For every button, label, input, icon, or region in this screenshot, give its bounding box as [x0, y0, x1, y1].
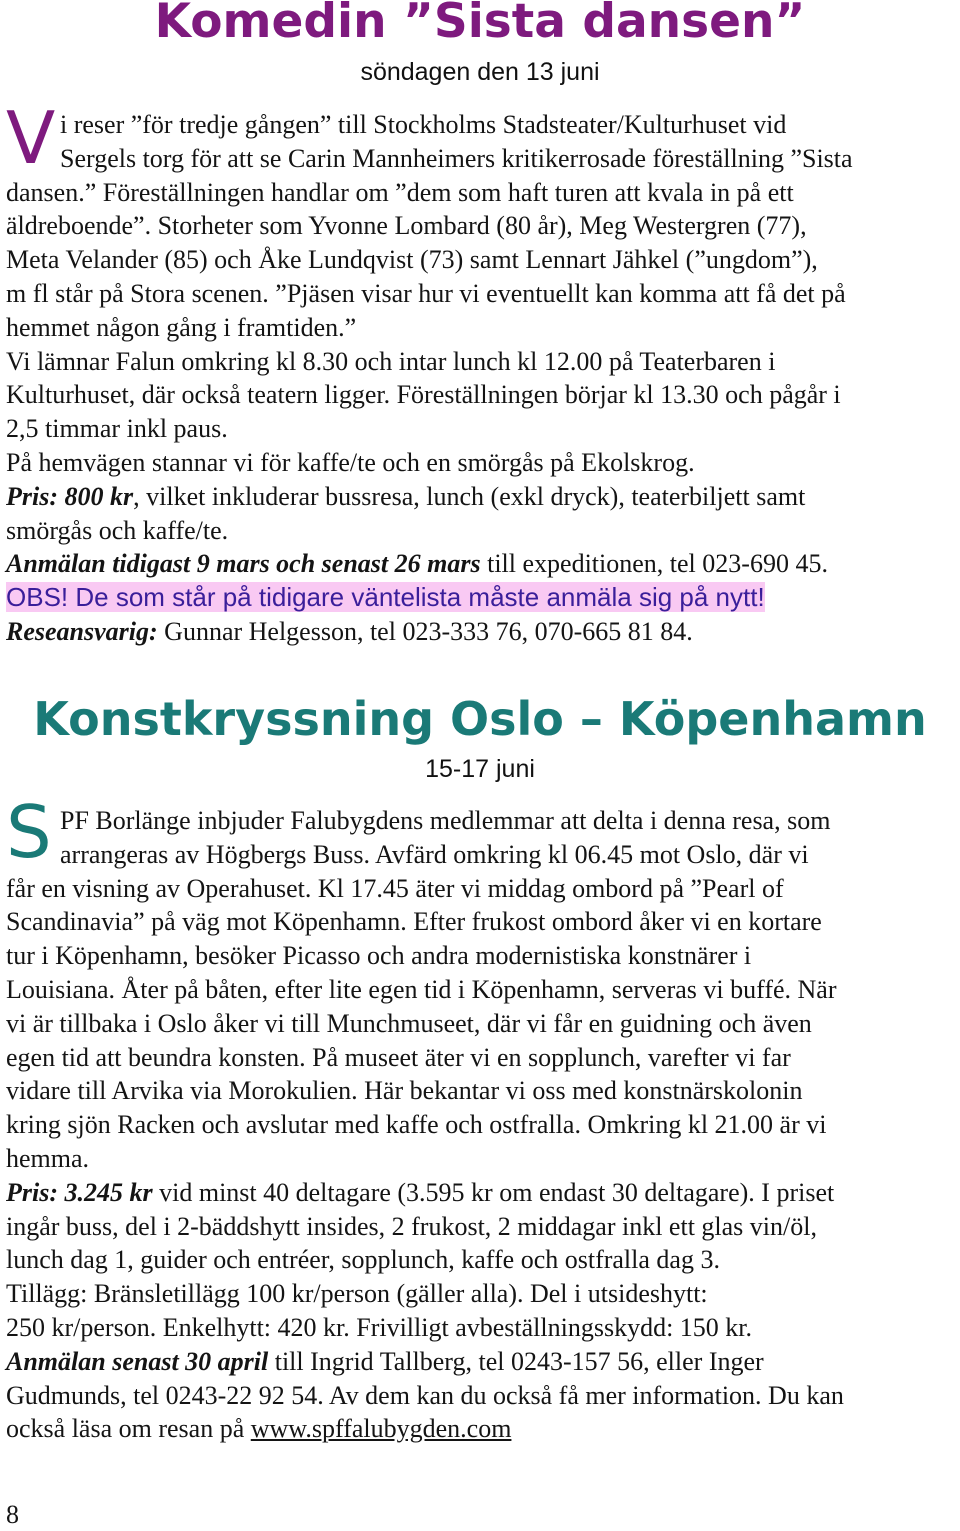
body-line: 250 kr/person. Enkelhytt: 420 kr. Frivilligt avbeställningsskydd: 150 kr.: [6, 1312, 753, 1342]
body-line: vi är tillbaka i Oslo åker vi till Munchmuseet, där vi får en guidning och även: [6, 1008, 812, 1038]
body-line: Tillägg: Bränsletillägg 100 kr/person (gäller alla). Del i utsideshytt:: [6, 1279, 708, 1309]
body-line: i reser ”för tredje gången” till Stockholms Stadsteater/Kulturhuset vid: [60, 110, 787, 139]
article-title-sista-dansen: Komedin ”Sista dansen”: [154, 0, 806, 49]
body-line: Kulturhuset, där också teatern ligger. Föreställningen börjar kl 13.30 och pågår i: [6, 380, 841, 410]
price-line: [6, 480, 958, 514]
signup-text: till Ingrid Tallberg, tel 0243-157 56, eller Inger: [268, 1346, 764, 1376]
signup-label: Anmälan tidigast 9 mars och senast 26 mars: [6, 549, 481, 579]
responsible-line: [6, 615, 958, 649]
article1-body: [6, 108, 958, 649]
page-number: 8: [6, 1500, 19, 1529]
responsible-label: Reseansvarig:: [6, 616, 158, 646]
body-line: Gudmunds, tel 0243-22 92 54. Av dem kan du också få mer information. Du kan: [6, 1380, 844, 1410]
body-line: vidare till Arvika via Morokulien. Här bekantar vi oss med konstnärskolonin: [6, 1076, 803, 1106]
link-line: [6, 1412, 958, 1446]
dropcap-s: S: [6, 790, 52, 874]
obs-line: [6, 581, 958, 615]
body-line: Vi lämnar Falun omkring kl 8.30 och intar lunch kl 12.00 på Teaterbaren i: [6, 346, 776, 376]
body-line: PF Borlänge inbjuder Falubygdens medlemmar att delta i denna resa, som: [60, 806, 831, 835]
body-line: hemmet någon gång i framtiden.”: [6, 312, 357, 342]
signup-line: [6, 1345, 958, 1379]
body-line: äldreboende”. Storheter som Yvonne Lombard (80 år), Meg Westergren (77),: [6, 211, 807, 241]
body-line: Scandinavia” på väg mot Köpenhamn. Efter frukost ombord åker vi en kortare: [6, 907, 822, 937]
body-line: arrangeras av Högbergs Buss. Avfärd omkring kl 06.45 mot Oslo, där vi: [60, 839, 809, 869]
body-line: lunch dag 1, guider och entréer, sopplunch, kaffe och ostfralla dag 3.: [6, 1245, 720, 1275]
body-line: egen tid att beundra konsten. På museet äter vi en sopplunch, varefter vi far: [6, 1042, 791, 1072]
body-line: Sergels torg för att se Carin Mannheimers kritikerrosade föreställning ”Sista: [60, 143, 853, 173]
body-line: smörgås och kaffe/te.: [6, 515, 229, 545]
signup-line: [6, 547, 958, 581]
body-line: ingår buss, del i 2-bäddshytt insides, 2 frukost, 2 middagar inkl ett glas vin/öl,: [6, 1211, 817, 1241]
article-date: 15-17 juni: [425, 755, 535, 783]
price-line: [6, 1176, 958, 1210]
link-intro: också läsa om resan på: [6, 1414, 251, 1444]
price-text: vid minst 40 deltagare (3.595 kr om endast 30 deltagare). I priset: [152, 1177, 835, 1207]
body-line: får en visning av Operahuset. Kl 17.45 äter vi middag ombord på ”Pearl of: [6, 873, 784, 903]
article2-body: [6, 804, 958, 1446]
obs-notice: OBS! De som står på tidigare väntelista måste anmäla sig på nytt!: [6, 582, 765, 613]
body-line: hemma.: [6, 1143, 90, 1173]
body-line: m fl står på Stora scenen. ”Pjäsen visar hur vi eventuellt kan komma att få det på: [6, 278, 846, 308]
body-line: tur i Köpenhamn, besöker Picasso och andra modernistiska konstnärer i: [6, 941, 752, 971]
body-line: 2,5 timmar inkl paus.: [6, 414, 228, 444]
price-label: Pris: 800 kr: [6, 481, 134, 511]
signup-text: till expeditionen, tel 023-690 45.: [480, 549, 828, 579]
responsible-text: Gunnar Helgesson, tel 023-333 76, 070-665 81 84.: [157, 616, 693, 646]
website-link[interactable]: www.spffalubygden.com: [250, 1414, 512, 1444]
body-line: dansen.” Föreställningen handlar om ”dem som haft turen att kvala in på ett: [6, 177, 794, 207]
article-title-konstkryssning: Konstkryssning Oslo – Köpenhamn: [33, 692, 927, 746]
price-label: Pris: 3.245 kr: [6, 1177, 153, 1207]
body-line: kring sjön Racken och avslutar med kaffe och ostfralla. Omkring kl 21.00 är vi: [6, 1110, 827, 1140]
dropcap-v: V: [6, 96, 56, 180]
article-date: söndagen den 13 juni: [360, 58, 600, 86]
price-text: , vilket inkluderar bussresa, lunch (exkl dryck), teaterbiljett samt: [133, 481, 806, 511]
body-line: På hemvägen stannar vi för kaffe/te och en smörgås på Ekolskrog.: [6, 447, 695, 477]
body-line: Louisiana. Åter på båten, efter lite egen tid i Köpenhamn, serveras vi buffé. När: [6, 974, 837, 1004]
signup-label: Anmälan senast 30 april: [6, 1346, 269, 1376]
body-line: Meta Velander (85) och Åke Lundqvist (73) samt Lennart Jähkel (”ungdom”),: [6, 245, 818, 275]
